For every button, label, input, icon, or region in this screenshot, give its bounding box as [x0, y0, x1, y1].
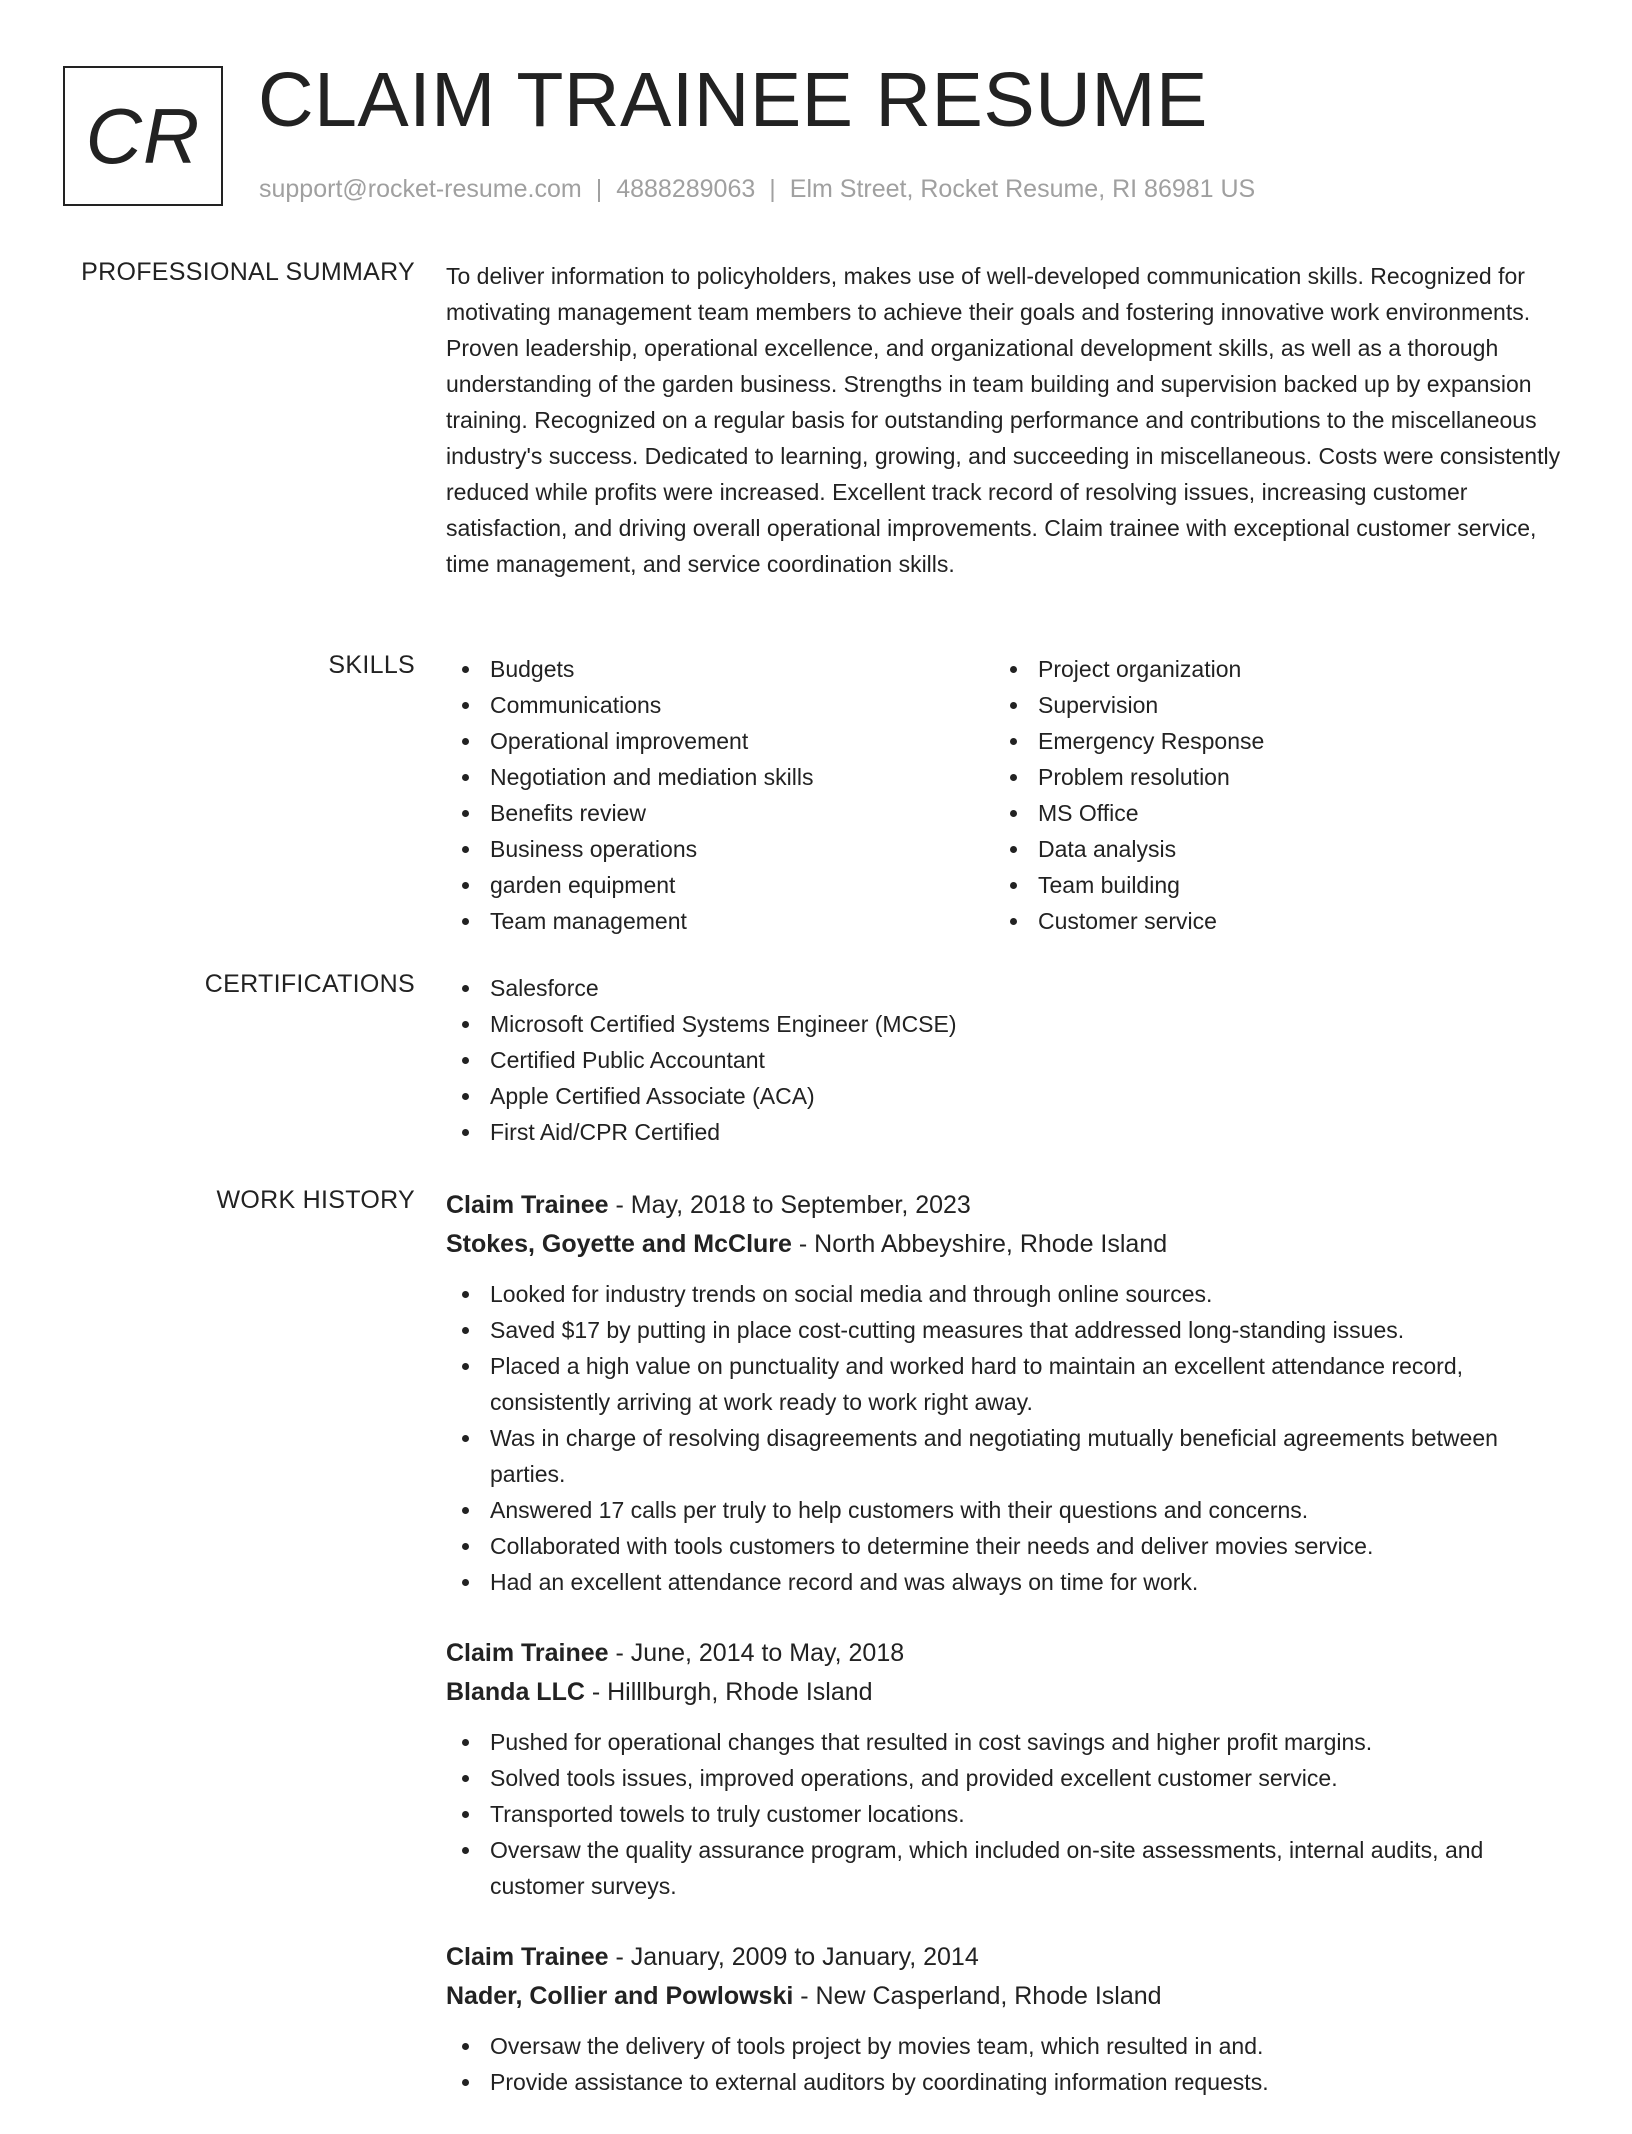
job-duty-item: Was in charge of resolving disagreements and negotiating mutually beneficial agreements between parties. [446, 1420, 1566, 1492]
job-duty-item: Pushed for operational changes that resulted in cost savings and higher profit margins. [446, 1724, 1566, 1760]
job-duty-item: Provide assistance to external auditors by coordinating information requests. [446, 2064, 1566, 2100]
contact-separator: | [595, 175, 603, 203]
skill-item: Team management [446, 903, 994, 939]
contact-separator: | [769, 175, 776, 203]
job-duties-list [446, 2028, 1566, 2100]
job-company-line [446, 1977, 1566, 2016]
section-label-skills: SKILLS [328, 651, 415, 679]
resume-title: CLAIM TRAINEE RESUME [258, 57, 1208, 143]
job-duty-item: Placed a high value on punctuality and worked hard to maintain an excellent attendance record, consistently arriving at work ready to work right away. [446, 1348, 1566, 1420]
job-title: Claim Trainee [446, 1639, 609, 1667]
skill-item: garden equipment [446, 867, 994, 903]
job-entry [446, 1186, 1566, 1600]
skill-item: Business operations [446, 831, 994, 867]
job-company-line [446, 1225, 1566, 1264]
summary-text: To deliver information to policyholders, makes use of well-developed communication skills. Recognized for motivating management team members to achieve their goals and fostering innovative work environments. Proven leadership, operational excellence, and organizational development skills, as well as a thorough understanding of the garden business. Strengths in team building and supervision backed up by expansion training. Recognized on a regular basis for outstanding performance and contributions to the miscellaneous industry's success. Dedicated to learning, growing, and succeeding in miscellaneous. Costs were consistently reduced while profits were increased. Excellent track record of resolving issues, increasing customer satisfaction, and driving overall operational improvements. Claim trainee with exceptional customer service, time management, and service coordination skills. [446, 263, 1561, 577]
contact-line [259, 175, 1255, 204]
job-duty-item: Oversaw the delivery of tools project by movies team, which resulted in and. [446, 2028, 1566, 2064]
job-title-line [446, 1634, 1566, 1673]
skill-item: Problem resolution [994, 759, 1542, 795]
job-dates: - May, 2018 to September, 2023 [608, 1191, 971, 1219]
job-dates: - January, 2009 to January, 2014 [608, 1943, 979, 1971]
certification-item: Certified Public Accountant [446, 1042, 1566, 1078]
job-company-line [446, 1673, 1566, 1712]
section-label-work-history: WORK HISTORY [216, 1186, 415, 1214]
monogram-box [63, 66, 223, 206]
job-duty-item: Saved $17 by putting in place cost-cutting measures that addressed long-standing issues. [446, 1312, 1566, 1348]
job-location: - New Casperland, Rhode Island [793, 1982, 1162, 2010]
contact-email: support@rocket-resume.com [259, 175, 582, 203]
job-duty-item: Solved tools issues, improved operations, and provided excellent customer service. [446, 1760, 1566, 1796]
skills-list-left [446, 651, 994, 939]
job-duties-list [446, 1724, 1566, 1904]
certification-item: First Aid/CPR Certified [446, 1114, 1566, 1150]
skill-item: Project organization [994, 651, 1542, 687]
contact-phone: 4888289063 [616, 175, 756, 203]
job-duty-item: Collaborated with tools customers to determine their needs and deliver movies service. [446, 1528, 1566, 1564]
job-duties-list [446, 1276, 1566, 1600]
certifications-list [446, 970, 1566, 1150]
job-company: Nader, Collier and Powlowski [446, 1982, 794, 2010]
job-title: Claim Trainee [446, 1943, 609, 1971]
skill-item: Supervision [994, 687, 1542, 723]
skill-item: Budgets [446, 651, 994, 687]
job-title-line [446, 1186, 1566, 1225]
skill-item: Customer service [994, 903, 1542, 939]
skill-item: Communications [446, 687, 994, 723]
skill-item: Team building [994, 867, 1542, 903]
job-dates: - June, 2014 to May, 2018 [608, 1639, 905, 1667]
certification-item: Microsoft Certified Systems Engineer (MCSE) [446, 1006, 1566, 1042]
job-duty-item: Looked for industry trends on social media and through online sources. [446, 1276, 1566, 1312]
skill-item: Negotiation and mediation skills [446, 759, 994, 795]
skills-body [446, 651, 1566, 939]
summary-body [446, 258, 1566, 582]
contact-address: Elm Street, Rocket Resume, RI 86981 US [789, 175, 1256, 203]
job-company: Blanda LLC [446, 1678, 585, 1706]
certification-item: Salesforce [446, 970, 1566, 1006]
skills-list-right [994, 651, 1542, 939]
job-location: - Hilllburgh, Rhode Island [584, 1678, 873, 1706]
section-label-certifications: CERTIFICATIONS [204, 970, 415, 998]
job-duty-item: Answered 17 calls per truly to help customers with their questions and concerns. [446, 1492, 1566, 1528]
section-label-summary: PROFESSIONAL SUMMARY [81, 258, 415, 286]
job-entry [446, 1938, 1566, 2100]
job-location: - North Abbeyshire, Rhode Island [791, 1230, 1168, 1258]
skill-item: Data analysis [994, 831, 1542, 867]
job-entry [446, 1634, 1566, 1904]
certification-item: Apple Certified Associate (ACA) [446, 1078, 1566, 1114]
skill-item: Benefits review [446, 795, 994, 831]
monogram-initials: CR [85, 91, 201, 180]
skill-item: Emergency Response [994, 723, 1542, 759]
work-history-body [446, 1186, 1566, 2134]
skill-item: Operational improvement [446, 723, 994, 759]
job-company: Stokes, Goyette and McClure [446, 1230, 792, 1258]
certifications-body [446, 970, 1566, 1150]
job-duty-item: Had an excellent attendance record and was always on time for work. [446, 1564, 1566, 1600]
job-duty-item: Transported towels to truly customer locations. [446, 1796, 1566, 1832]
job-title: Claim Trainee [446, 1191, 609, 1219]
job-title-line [446, 1938, 1566, 1977]
job-duty-item: Oversaw the quality assurance program, which included on-site assessments, internal audits, and customer surveys. [446, 1832, 1566, 1904]
skill-item: MS Office [994, 795, 1542, 831]
